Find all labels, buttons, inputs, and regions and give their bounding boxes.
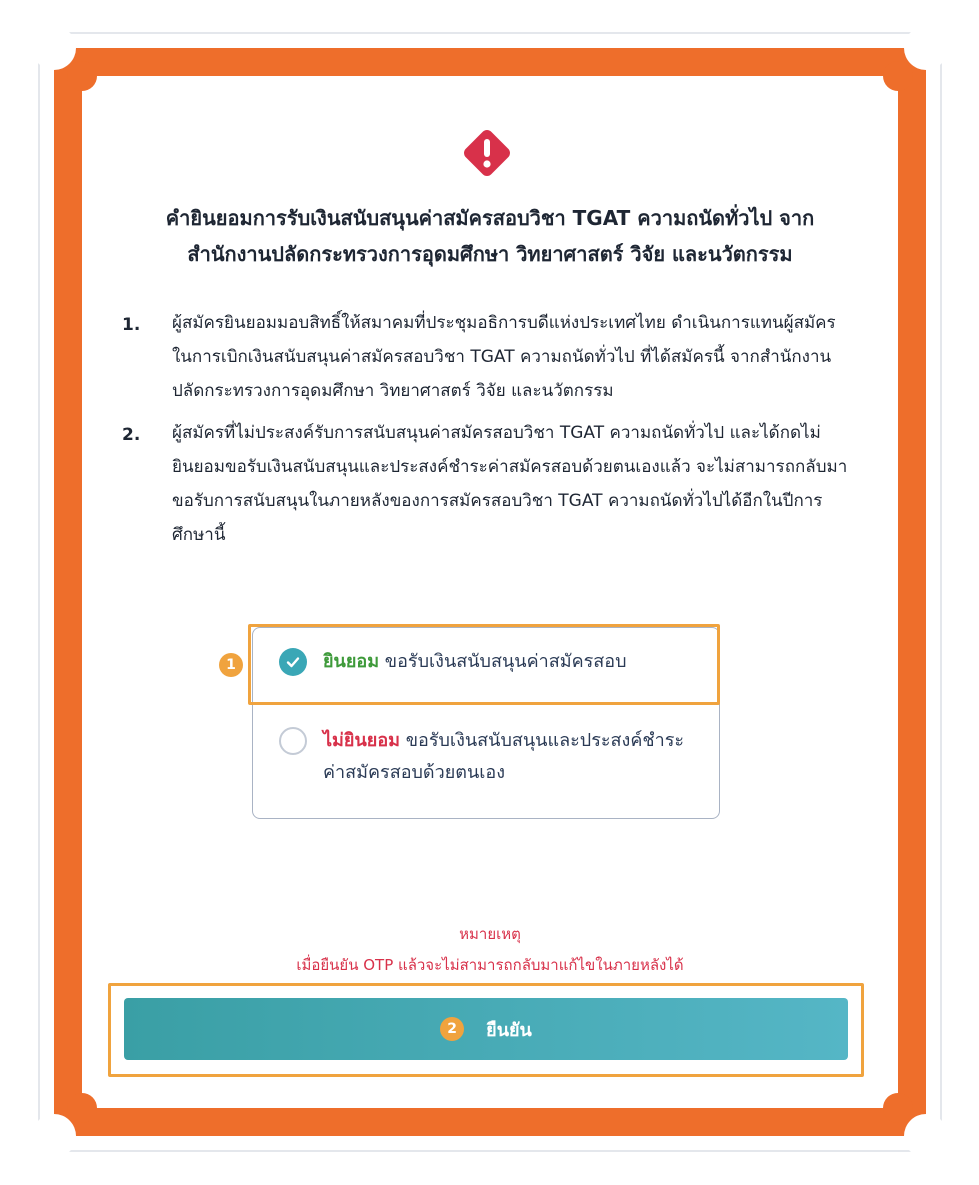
panel-corner: [883, 1093, 913, 1123]
panel-corner: [883, 61, 913, 91]
frame-corner: [904, 26, 948, 70]
panel-corner: [67, 1093, 97, 1123]
note-title: หมายเหตุ: [459, 925, 521, 943]
confirm-button-label: ยืนยัน: [486, 1019, 532, 1041]
decline-option-text: ขอรับเงินสนับสนุนและประสงค์ชำระค่าสมัครสอบด้วยตนเอง: [323, 730, 685, 783]
frame-corner: [32, 26, 76, 70]
decline-keyword: ไม่ยินยอม: [323, 730, 400, 751]
decline-option-label: [323, 725, 703, 789]
accept-option[interactable]: [253, 628, 719, 705]
panel-corner: [67, 61, 97, 91]
warning-diamond-icon: [456, 122, 518, 184]
radio-checked-icon[interactable]: [279, 648, 307, 676]
confirm-button[interactable]: [124, 998, 848, 1060]
accept-option-text: ขอรับเงินสนับสนุนค่าสมัครสอบ: [379, 651, 627, 672]
step-marker-1: 1: [219, 653, 243, 677]
title-line-2: สำนักงานปลัดกระทรวงการอุดมศึกษา วิทยาศาสตร์ วิจัย และนวัตกรรม: [187, 242, 793, 266]
consent-terms-list: [122, 306, 852, 560]
accept-keyword: ยินยอม: [323, 651, 380, 672]
consent-options: [252, 627, 720, 819]
title-line-1: คำยินยอมการรับเงินสนับสนุนค่าสมัครสอบวิชา TGAT ความถนัดทั่วไป จาก: [165, 206, 815, 230]
step-marker-2: 2: [440, 1017, 464, 1041]
note-text: เมื่อยืนยัน OTP แล้วจะไม่สามารถกลับมาแก้ไขในภายหลังได้: [296, 956, 684, 974]
list-item: [122, 416, 852, 552]
list-item-number: 1.: [122, 315, 141, 335]
frame-corner: [32, 1114, 76, 1158]
list-item: [122, 306, 852, 408]
list-item-text: ผู้สมัครที่ไม่ประสงค์รับการสนับสนุนค่าสมัครสอบวิชา TGAT ความถนัดทั่วไป และได้กดไม่ยินยอมขอรับเงินสนับสนุนและประสงค์ชำระค่าสมัครสอบด้วยตนเองแล้ว จะไม่สามารถกลับมาขอรับการสนับสนุนในภายหลังของการสมัครสอบวิชา TGAT ความถนัดทั่วไปได้อีกในปีการศึกษานี้: [172, 423, 848, 545]
radio-empty-icon[interactable]: [279, 727, 307, 755]
consent-title: [110, 200, 870, 272]
decline-option[interactable]: [253, 705, 719, 818]
list-item-text: ผู้สมัครยินยอมมอบสิทธิ์ให้สมาคมที่ประชุมอธิการบดีแห่งประเทศไทย ดำเนินการแทนผู้สมัครในการเบิกเงินสนับสนุนค่าสมัครสอบวิชา TGAT ความถนัดทั่วไป ที่ได้สมัครนี้ จากสำนักงานปลัดกระทรวงการอุดมศึกษา วิทยาศาสตร์ วิจัย และนวัตกรรม: [172, 313, 836, 401]
frame-corner: [904, 1114, 948, 1158]
list-item-number: 2.: [122, 425, 141, 445]
checkmark-icon: [285, 654, 301, 670]
accept-option-label: [323, 646, 703, 678]
